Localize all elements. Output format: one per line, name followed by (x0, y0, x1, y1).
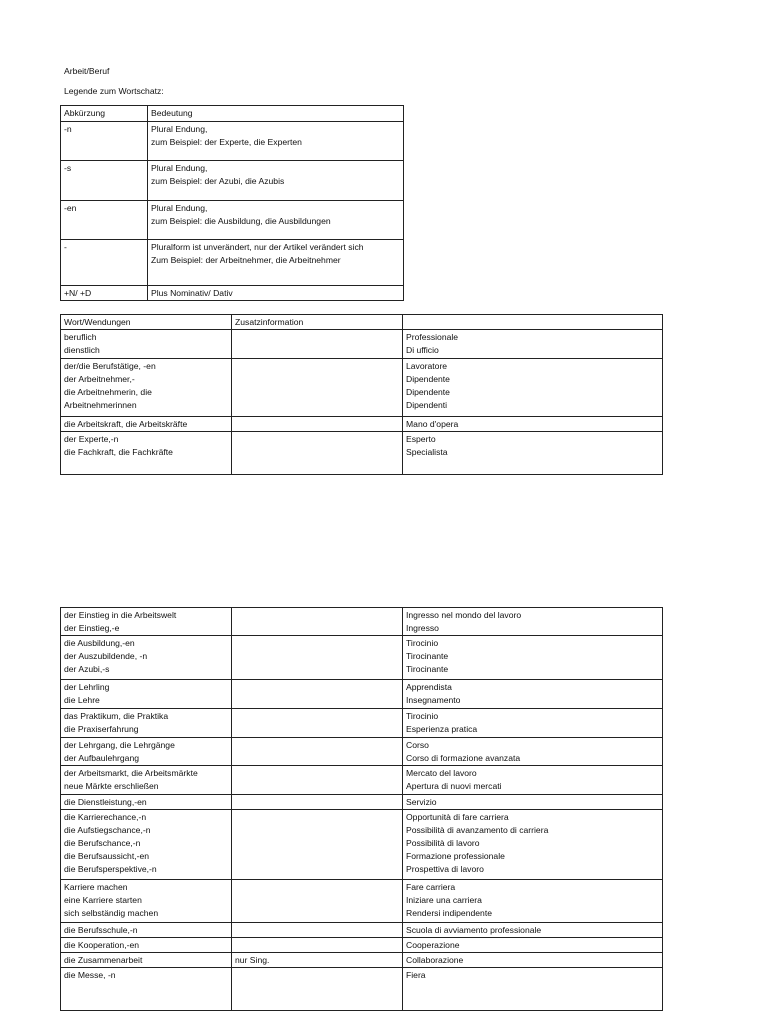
legend-table-body (61, 106, 404, 301)
cell-line: die Ausbildung,-en (64, 638, 135, 648)
cell-line: Apertura di nuovi mercati (406, 781, 502, 791)
cell-line: Dipendenti (406, 400, 448, 410)
cell-line: Fiera (406, 970, 426, 980)
cell-line: Specialista (406, 447, 448, 457)
cell-line: das Praktikum, die Praktika (64, 711, 169, 721)
legend-abbr-cell: -n (61, 121, 148, 160)
vocab-row (61, 795, 663, 810)
legend-abbr-cell: -en (61, 200, 148, 239)
cell-line: Ingresso (406, 623, 439, 633)
vocab-word-cell (61, 417, 232, 432)
vocab-header-row (61, 315, 663, 330)
vocab-translation-cell (403, 738, 663, 766)
cell-line: sich selbständig machen (64, 908, 159, 918)
legend-row (61, 239, 404, 285)
cell-line: Lavoratore (406, 361, 448, 371)
cell-line: die Kooperation,-en (64, 940, 140, 950)
cell-line: zum Beispiel: der Experte, die Experten (151, 137, 302, 147)
vocab-row (61, 880, 663, 923)
vocab-info-cell (232, 359, 403, 417)
legend-meaning-cell (148, 239, 404, 285)
vocab-row (61, 923, 663, 938)
vocab-row (61, 738, 663, 766)
vocab-translation-cell (403, 953, 663, 968)
vocab-row (61, 709, 663, 738)
vocab-info-cell (232, 636, 403, 680)
cell-line: Ingresso nel mondo del lavoro (406, 610, 522, 620)
cell-line: dienstlich (64, 345, 100, 355)
vocab-translation-cell (403, 359, 663, 417)
cell-line: Di ufficio (406, 345, 439, 355)
cell-line: Karriere machen (64, 882, 128, 892)
legend-header-abbr: Abkürzung (61, 106, 148, 122)
vocab-translation-cell (403, 709, 663, 738)
legend-header-meaning: Bedeutung (148, 106, 404, 122)
vocab-word-cell (61, 608, 232, 636)
cell-line: Iniziare una carriera (406, 895, 482, 905)
legend-row (61, 160, 404, 200)
cell-line: die Messe, -n (64, 970, 116, 980)
cell-line: Corso (406, 740, 429, 750)
vocab-translation-cell (403, 968, 663, 1011)
vocab-table-2-body (61, 608, 663, 1011)
vocab-translation-cell (403, 432, 663, 475)
vocab-info-cell (232, 953, 403, 968)
vocab-translation-cell (403, 417, 663, 432)
cell-line: der Experte,-n (64, 434, 119, 444)
cell-line: Insegnamento (406, 695, 461, 705)
cell-line: die Aufstiegschance,-n (64, 825, 151, 835)
cell-line: Arbeitnehmerinnen (64, 400, 137, 410)
vocab-row (61, 680, 663, 709)
vocab-word-cell (61, 968, 232, 1011)
legend-row (61, 285, 404, 301)
cell-line: die Berufsaussicht,-en (64, 851, 150, 861)
cell-line: Mercato del lavoro (406, 768, 477, 778)
vocab-info-cell (232, 810, 403, 880)
vocab-info-cell (232, 766, 403, 795)
cell-line: der Einstieg in die Arbeitswelt (64, 610, 177, 620)
cell-line: der Arbeitnehmer,- (64, 374, 135, 384)
vocab-row (61, 938, 663, 953)
vocab-info-cell (232, 608, 403, 636)
legend-row (61, 121, 404, 160)
cell-line: Dipendente (406, 387, 450, 397)
vocab-word-cell (61, 938, 232, 953)
vocab-header-word: Wort/Wendungen (61, 315, 232, 330)
cell-line: der/die Berufstätige, -en (64, 361, 156, 371)
vocab-word-cell (61, 709, 232, 738)
vocab-header-info: Zusatzinformation (232, 315, 403, 330)
cell-line: die Berufsschule,-n (64, 925, 138, 935)
vocab-word-cell (61, 766, 232, 795)
vocab-info-cell (232, 417, 403, 432)
cell-line: der Lehrgang, die Lehrgänge (64, 740, 175, 750)
cell-line: Plural Endung, (151, 123, 208, 134)
vocab-info-cell (232, 880, 403, 923)
cell-line: eine Karriere starten (64, 895, 142, 905)
cell-line: Plural Endung, (151, 202, 208, 213)
legend-row (61, 200, 404, 239)
vocab-row (61, 417, 663, 432)
cell-line: Prospettiva di lavoro (406, 864, 484, 874)
cell-line: Corso di formazione avanzata (406, 753, 521, 763)
vocab-translation-cell (403, 810, 663, 880)
vocab-translation-cell (403, 880, 663, 923)
vocab-info-cell (232, 432, 403, 475)
legend-heading: Legende zum Wortschatz: (64, 86, 164, 96)
cell-line: zum Beispiel: der Azubi, die Azubis (151, 176, 285, 186)
vocab-translation-cell (403, 923, 663, 938)
cell-line: Apprendista (406, 682, 452, 692)
cell-line: die Fachkraft, die Fachkräfte (64, 447, 173, 457)
cell-line: die Zusammenarbeit (64, 955, 143, 965)
cell-line: Scuola di avviamento professionale (406, 925, 542, 935)
vocab-translation-cell (403, 680, 663, 709)
cell-line: die Praxiserfahrung (64, 724, 139, 734)
vocab-word-cell (61, 810, 232, 880)
cell-line: Tirocinio (406, 711, 439, 721)
cell-line: Tirocinante (406, 651, 449, 661)
vocab-word-cell (61, 636, 232, 680)
vocab-translation-cell (403, 608, 663, 636)
legend-meaning-cell (148, 200, 404, 239)
cell-line: der Arbeitsmarkt, die Arbeitsmärkte (64, 768, 198, 778)
cell-line: Tirocinio (406, 638, 439, 648)
vocab-translation-cell (403, 330, 663, 359)
vocab-row (61, 330, 663, 359)
vocab-row (61, 968, 663, 1011)
vocab-row (61, 608, 663, 636)
cell-line: der Lehrling (64, 682, 110, 692)
cell-line: Fare carriera (406, 882, 456, 892)
vocab-word-cell (61, 923, 232, 938)
vocab-word-cell (61, 680, 232, 709)
vocab-info-cell (232, 968, 403, 1011)
vocab-word-cell (61, 738, 232, 766)
vocab-table-1-body (61, 315, 663, 475)
cell-line: Possibilità di avanzamento di carriera (406, 825, 549, 835)
legend-header-row (61, 106, 404, 122)
cell-line: Esperienza pratica (406, 724, 478, 734)
cell-line: Professionale (406, 332, 459, 342)
vocab-info-cell (232, 330, 403, 359)
cell-line: Formazione professionale (406, 851, 505, 861)
vocab-table-2 (60, 607, 663, 1011)
vocab-info-cell (232, 923, 403, 938)
vocab-word-cell (61, 432, 232, 475)
vocab-info-cell (232, 709, 403, 738)
legend-table (60, 105, 404, 301)
cell-line: Servizio (406, 797, 437, 807)
legend-meaning-cell (148, 160, 404, 200)
legend-abbr-cell: - (61, 239, 148, 285)
cell-line: der Aufbaulehrgang (64, 753, 140, 763)
cell-line: die Lehre (64, 695, 100, 705)
cell-line: nur Sing. (235, 955, 270, 965)
cell-line: Opportunità di fare carriera (406, 812, 509, 822)
vocab-row (61, 953, 663, 968)
cell-line: neue Märkte erschließen (64, 781, 159, 791)
vocab-translation-cell (403, 636, 663, 680)
vocab-word-cell (61, 795, 232, 810)
vocab-word-cell (61, 953, 232, 968)
legend-meaning-cell (148, 121, 404, 160)
cell-line: die Berufsperspektive,-n (64, 864, 157, 874)
vocab-info-cell (232, 738, 403, 766)
vocab-translation-cell (403, 795, 663, 810)
cell-line: Possibilità di lavoro (406, 838, 480, 848)
vocab-word-cell (61, 880, 232, 923)
cell-line: Pluralform ist unverändert, nur der Artikel verändert sich (151, 241, 364, 252)
cell-line: die Arbeitskraft, die Arbeitskräfte (64, 419, 188, 429)
cell-line: Zum Beispiel: der Arbeitnehmer, die Arbeitnehmer (151, 255, 341, 265)
legend-meaning-cell (148, 285, 404, 301)
vocab-header-translation (403, 315, 663, 330)
vocab-translation-cell (403, 766, 663, 795)
vocab-row (61, 432, 663, 475)
cell-line: Dipendente (406, 374, 450, 384)
vocab-info-cell (232, 938, 403, 953)
vocab-info-cell (232, 680, 403, 709)
document-title: Arbeit/Beruf (64, 66, 110, 76)
cell-line: der Azubi,-s (64, 664, 110, 674)
cell-line: die Dienstleistung,-en (64, 797, 147, 807)
vocab-word-cell (61, 359, 232, 417)
cell-line: Mano d'opera (406, 419, 459, 429)
cell-line: Rendersi indipendente (406, 908, 493, 918)
cell-line: beruflich (64, 332, 97, 342)
cell-line: der Einstieg,-e (64, 623, 120, 633)
vocab-row (61, 810, 663, 880)
vocab-translation-cell (403, 938, 663, 953)
cell-line: Tirocinante (406, 664, 449, 674)
vocab-table-1 (60, 314, 663, 475)
cell-line: der Auszubildende, -n (64, 651, 148, 661)
vocab-row (61, 359, 663, 417)
vocab-word-cell (61, 330, 232, 359)
cell-line: Cooperazione (406, 940, 460, 950)
cell-line: Plus Nominativ/ Dativ (151, 287, 233, 298)
cell-line: Collaborazione (406, 955, 464, 965)
vocab-info-cell (232, 795, 403, 810)
cell-line: die Berufschance,-n (64, 838, 141, 848)
legend-abbr-cell: -s (61, 160, 148, 200)
legend-abbr-cell: +N/ +D (61, 285, 148, 301)
vocab-row (61, 636, 663, 680)
cell-line: Plural Endung, (151, 162, 208, 173)
cell-line: Esperto (406, 434, 436, 444)
cell-line: zum Beispiel: die Ausbildung, die Ausbildungen (151, 216, 331, 226)
cell-line: die Karrierechance,-n (64, 812, 147, 822)
cell-line: die Arbeitnehmerin, die (64, 387, 152, 397)
vocab-row (61, 766, 663, 795)
